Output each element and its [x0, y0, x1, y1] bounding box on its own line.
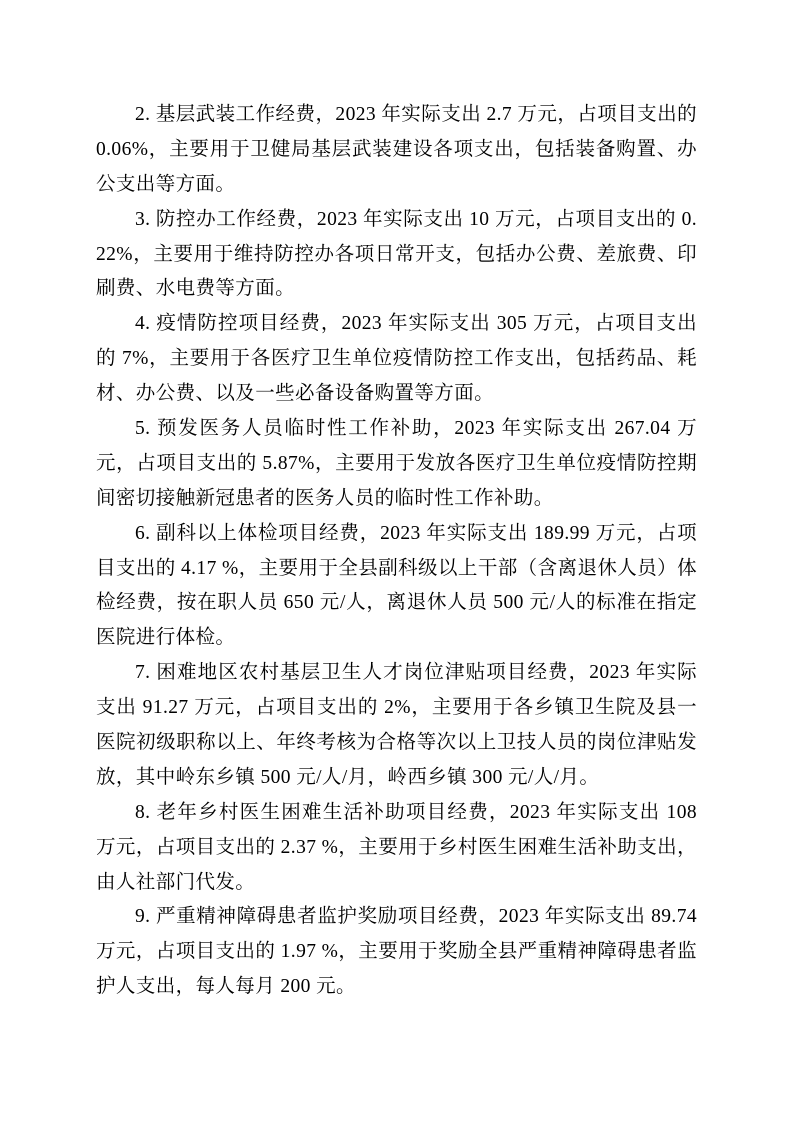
paragraph-item-7: 7. 困难地区农村基层卫生人才岗位津贴项目经费，2023 年实际支出 91.27 万元，占项目支出的 2%，主要用于各乡镇卫生院及县一医院初级职称以上、年终考核为合格等次以上卫技人员的岗位津贴发放，其中岭东乡镇 500 元/人/月，岭西乡镇 300 元/人/月。 [96, 662, 697, 788]
paragraph-item-4: 4. 疫情防控项目经费，2023 年实际支出 305 万元，占项目支出的 7%，主要用于各医疗卫生单位疫情防控工作支出，包括药品、耗材、办公费、以及一些必备设备购置等方面。 [96, 313, 697, 405]
paragraph-item-6: 6. 副科以上体检项目经费，2023 年实际支出 189.99 万元，占项目支出的 4.17 %，主要用于全县副科级以上干部（含离退休人员）体检经费，按在职人员 650 元/人，离退休人员 500 元/人的标准在指定医院进行体检。 [96, 522, 697, 649]
paragraph-item-9: 9. 严重精神障碍患者监护奖励项目经费，2023 年实际支出 89.74 万元，占项目支出的 1.97 %，主要用于奖励全县严重精神障碍患者监护人支出，每人每月 200 元。 [96, 906, 697, 998]
paragraph-item-2: 2. 基层武装工作经费，2023 年实际支出 2.7 万元，占项目支出的 0.06%，主要用于卫健局基层武装建设各项支出，包括装备购置、办公支出等方面。 [96, 104, 697, 195]
paragraph-item-3: 3. 防控办工作经费，2023 年实际支出 10 万元，占项目支出的 0.22%，主要用于维持防控办各项日常开支，包括办公费、差旅费、印刷费、水电费等方面。 [96, 208, 697, 300]
paragraph-item-8: 8. 老年乡村医生困难生活补助项目经费，2023 年实际支出 108 万元，占项目支出的 2.37 %，主要用于乡村医生困难生活补助支出，由人社部门代发。 [96, 801, 697, 893]
paragraph-item-5: 5. 预发医务人员临时性工作补助，2023 年实际支出 267.04 万元，占项目支出的 5.87%，主要用于发放各医疗卫生单位疫情防控期间密切接触新冠患者的医务人员的临时性工作补助。 [96, 418, 697, 509]
